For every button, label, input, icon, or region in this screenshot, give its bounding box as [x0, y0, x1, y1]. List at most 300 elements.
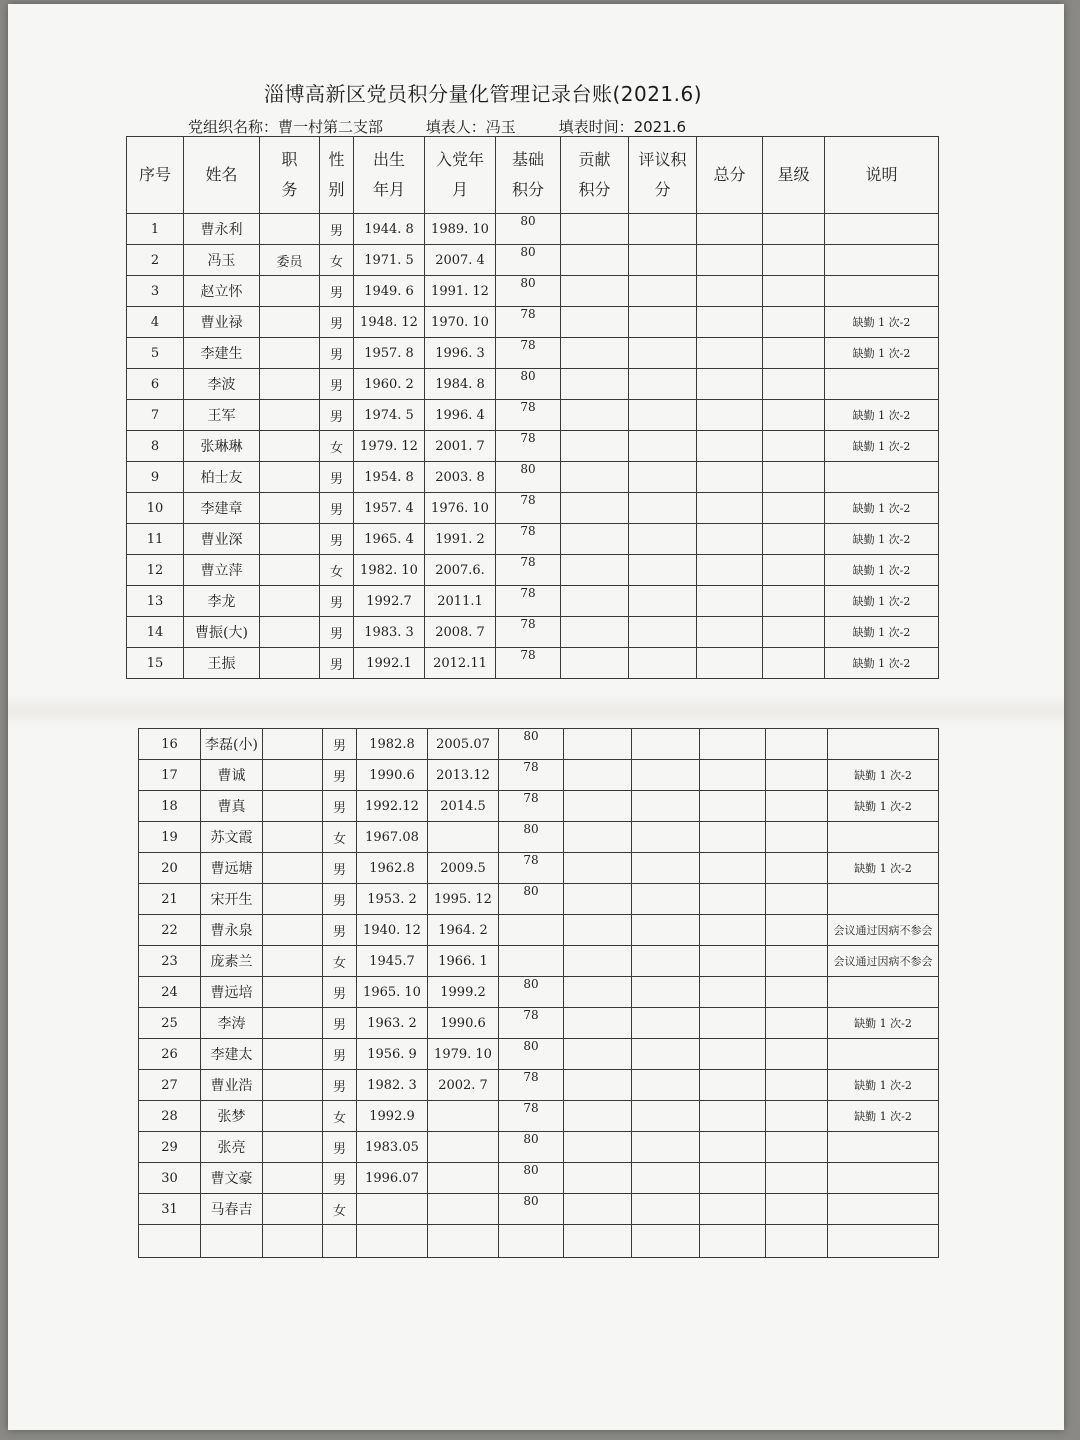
cell-seq: 1: [127, 214, 184, 245]
cell-join-date: 1996. 4: [425, 400, 496, 431]
cell-role: [263, 1194, 323, 1225]
cell-gender: 男: [320, 524, 354, 555]
base-score-value: 78: [523, 1101, 539, 1115]
cell-join-date: 2013.12: [428, 760, 499, 791]
cell-gender: 男: [320, 369, 354, 400]
cell-star: [766, 977, 828, 1008]
cell-total: [700, 884, 766, 915]
cell-note: [825, 245, 939, 276]
cell-review-score: [629, 245, 697, 276]
cell-contribution-score: [561, 431, 629, 462]
cell-name: 曹永泉: [201, 915, 263, 946]
cell-gender: 女: [320, 245, 354, 276]
cell-base-score: [499, 760, 564, 791]
cell-total: [700, 760, 766, 791]
cell-seq: 2: [127, 245, 184, 276]
cell-review-score: [629, 586, 697, 617]
cell-name: 曹文豪: [201, 1163, 263, 1194]
cell-review-score: [632, 760, 700, 791]
cell-name: 苏文霞: [201, 822, 263, 853]
cell-join-date: 2012.11: [425, 648, 496, 679]
table-row: [139, 915, 939, 946]
cell-review-score: [632, 1070, 700, 1101]
cell-gender: 男: [323, 1163, 357, 1194]
cell-seq: 19: [139, 822, 201, 853]
cell-review-score: [629, 524, 697, 555]
cell-total: [697, 214, 763, 245]
blank-cell: [201, 1225, 263, 1258]
cell-contribution-score: [564, 729, 632, 760]
cell-base-score: [496, 617, 561, 648]
table-row: [127, 524, 939, 555]
cell-join-date: 2001. 7: [425, 431, 496, 462]
base-score-value: 78: [520, 555, 536, 569]
cell-star: [766, 1039, 828, 1070]
cell-base-score: [496, 524, 561, 555]
cell-role: [260, 648, 320, 679]
cell-base-score: [496, 307, 561, 338]
table-row: [139, 1008, 939, 1039]
cell-name: 曹真: [201, 791, 263, 822]
blank-cell: [499, 1225, 564, 1258]
cell-note: [825, 276, 939, 307]
cell-review-score: [632, 853, 700, 884]
cell-join-date: 2002. 7: [428, 1070, 499, 1101]
cell-birth: 1965. 4: [354, 524, 425, 555]
cell-note: [828, 1039, 939, 1070]
cell-total: [700, 946, 766, 977]
cell-name: 曹立萍: [184, 555, 260, 586]
cell-role: [263, 915, 323, 946]
base-score-value: 78: [523, 853, 539, 867]
table-row: [139, 729, 939, 760]
meta-line: [188, 116, 724, 137]
cell-star: [763, 493, 825, 524]
cell-gender: 男: [320, 648, 354, 679]
header-seq: 序号: [127, 137, 184, 214]
fill-date: 填表时间：2021.6: [558, 118, 687, 136]
cell-birth: 1965. 10: [357, 977, 428, 1008]
cell-join-date: 2011.1: [425, 586, 496, 617]
cell-name: 李磊(小): [201, 729, 263, 760]
ledger-table-bottom: [138, 728, 939, 1258]
base-score-value: 80: [523, 1039, 539, 1053]
blank-cell: [428, 1225, 499, 1258]
cell-note: [828, 729, 939, 760]
header-role: 职 务: [260, 137, 320, 214]
cell-total: [697, 369, 763, 400]
cell-gender: 男: [320, 338, 354, 369]
cell-role: [263, 1163, 323, 1194]
base-score-value: 80: [523, 884, 539, 898]
cell-base-score: [499, 1194, 564, 1225]
cell-base-score: [496, 245, 561, 276]
paper-fold: [8, 694, 1064, 728]
cell-role: [260, 307, 320, 338]
cell-seq: 15: [127, 648, 184, 679]
cell-birth: 1960. 2: [354, 369, 425, 400]
cell-base-score: [499, 884, 564, 915]
cell-contribution-score: [564, 1101, 632, 1132]
cell-review-score: [632, 1008, 700, 1039]
cell-star: [763, 369, 825, 400]
cell-review-score: [629, 462, 697, 493]
cell-total: [700, 1008, 766, 1039]
cell-seq: 5: [127, 338, 184, 369]
blank-cell: [632, 1225, 700, 1258]
cell-seq: 4: [127, 307, 184, 338]
table-row: [127, 307, 939, 338]
cell-review-score: [629, 431, 697, 462]
cell-name: 曹业浩: [201, 1070, 263, 1101]
cell-name: 李涛: [201, 1008, 263, 1039]
cell-base-score: [499, 822, 564, 853]
table-row-blank: [139, 1225, 939, 1258]
cell-seq: 24: [139, 977, 201, 1008]
header-join: 入党年 月: [425, 137, 496, 214]
cell-contribution-score: [564, 791, 632, 822]
cell-base-score: [496, 214, 561, 245]
cell-note: 缺勤 1 次-2: [825, 493, 939, 524]
cell-role: [260, 555, 320, 586]
cell-contribution-score: [564, 946, 632, 977]
cell-note: [828, 822, 939, 853]
cell-note: 缺勤 1 次-2: [825, 400, 939, 431]
table-row: [139, 822, 939, 853]
cell-review-score: [632, 946, 700, 977]
cell-total: [700, 977, 766, 1008]
table-row: [139, 1132, 939, 1163]
cell-seq: 22: [139, 915, 201, 946]
cell-gender: 女: [323, 1194, 357, 1225]
cell-birth: 1982.8: [357, 729, 428, 760]
table-row: [139, 1101, 939, 1132]
cell-total: [700, 791, 766, 822]
cell-base-score: [499, 1070, 564, 1101]
cell-base-score: [496, 586, 561, 617]
cell-star: [766, 915, 828, 946]
base-score-value: 80: [520, 276, 536, 290]
base-score-value: 80: [523, 1194, 539, 1208]
cell-join-date: 1970. 10: [425, 307, 496, 338]
table-row: [139, 791, 939, 822]
cell-gender: 女: [323, 946, 357, 977]
cell-gender: 男: [323, 884, 357, 915]
cell-birth: 1948. 12: [354, 307, 425, 338]
table-row: [139, 1070, 939, 1101]
cell-gender: 男: [323, 853, 357, 884]
cell-name: 李波: [184, 369, 260, 400]
cell-join-date: [428, 1101, 499, 1132]
cell-star: [763, 586, 825, 617]
base-score-value: 78: [520, 307, 536, 321]
cell-review-score: [632, 1194, 700, 1225]
cell-role: [263, 884, 323, 915]
cell-note: 缺勤 1 次-2: [825, 524, 939, 555]
table-row: [127, 245, 939, 276]
blank-cell: [357, 1225, 428, 1258]
cell-seq: 27: [139, 1070, 201, 1101]
blank-cell: [828, 1225, 939, 1258]
cell-base-score: [499, 946, 564, 977]
cell-gender: 男: [323, 977, 357, 1008]
cell-review-score: [632, 884, 700, 915]
cell-name: 张琳琳: [184, 431, 260, 462]
cell-base-score: [499, 1132, 564, 1163]
cell-total: [697, 524, 763, 555]
cell-star: [766, 791, 828, 822]
cell-name: 李建生: [184, 338, 260, 369]
cell-note: 会议通过因病不参会: [828, 946, 939, 977]
cell-join-date: 1995. 12: [428, 884, 499, 915]
base-score-value: 78: [520, 338, 536, 352]
cell-star: [763, 648, 825, 679]
cell-birth: 1953. 2: [357, 884, 428, 915]
base-score-value: 78: [523, 791, 539, 805]
cell-gender: 男: [323, 1039, 357, 1070]
cell-birth: 1982. 3: [357, 1070, 428, 1101]
cell-review-score: [632, 1101, 700, 1132]
cell-star: [763, 617, 825, 648]
cell-seq: 20: [139, 853, 201, 884]
cell-gender: 女: [320, 555, 354, 586]
cell-review-score: [629, 400, 697, 431]
base-score-value: 80: [523, 822, 539, 836]
blank-cell: [263, 1225, 323, 1258]
table-row: [127, 431, 939, 462]
cell-total: [697, 617, 763, 648]
cell-note: 缺勤 1 次-2: [825, 338, 939, 369]
header-total: 总分: [697, 137, 763, 214]
header-gender: 性 别: [320, 137, 354, 214]
cell-contribution-score: [564, 1008, 632, 1039]
table-row: [127, 555, 939, 586]
cell-birth: 1962.8: [357, 853, 428, 884]
cell-note: 缺勤 1 次-2: [825, 648, 939, 679]
cell-star: [766, 1132, 828, 1163]
cell-contribution-score: [561, 648, 629, 679]
cell-note: [828, 1163, 939, 1194]
cell-name: 曹诚: [201, 760, 263, 791]
cell-gender: 男: [323, 760, 357, 791]
table-row: [139, 760, 939, 791]
cell-base-score: [499, 791, 564, 822]
cell-contribution-score: [561, 214, 629, 245]
cell-review-score: [632, 977, 700, 1008]
cell-base-score: [496, 493, 561, 524]
cell-star: [763, 400, 825, 431]
cell-seq: 21: [139, 884, 201, 915]
base-score-value: 80: [520, 214, 536, 228]
cell-star: [766, 1008, 828, 1039]
cell-gender: 男: [320, 214, 354, 245]
cell-total: [697, 493, 763, 524]
table-row: [139, 1039, 939, 1070]
cell-name: 王军: [184, 400, 260, 431]
cell-contribution-score: [564, 1070, 632, 1101]
cell-role: 委员: [260, 245, 320, 276]
cell-contribution-score: [561, 245, 629, 276]
cell-gender: 女: [320, 431, 354, 462]
table-row: [127, 648, 939, 679]
cell-gender: 男: [323, 1070, 357, 1101]
cell-review-score: [629, 276, 697, 307]
table-row: [127, 276, 939, 307]
base-score-value: 78: [520, 400, 536, 414]
cell-contribution-score: [561, 586, 629, 617]
cell-note: 缺勤 1 次-2: [825, 307, 939, 338]
cell-name: 曹远塘: [201, 853, 263, 884]
cell-star: [763, 462, 825, 493]
cell-contribution-score: [561, 400, 629, 431]
cell-name: 曹振(大): [184, 617, 260, 648]
table-row: [127, 462, 939, 493]
table-row: [127, 493, 939, 524]
cell-total: [697, 431, 763, 462]
cell-role: [263, 729, 323, 760]
header-review-score: 评议积 分: [629, 137, 697, 214]
cell-review-score: [632, 729, 700, 760]
cell-role: [263, 1039, 323, 1070]
cell-star: [766, 1070, 828, 1101]
blank-cell: [766, 1225, 828, 1258]
cell-birth: 1992.7: [354, 586, 425, 617]
cell-base-score: [499, 729, 564, 760]
blank-cell: [139, 1225, 201, 1258]
cell-name: 张亮: [201, 1132, 263, 1163]
cell-role: [260, 369, 320, 400]
cell-birth: 1990.6: [357, 760, 428, 791]
cell-contribution-score: [561, 369, 629, 400]
cell-name: 王振: [184, 648, 260, 679]
cell-star: [766, 1194, 828, 1225]
cell-seq: 16: [139, 729, 201, 760]
cell-total: [700, 1163, 766, 1194]
cell-seq: 31: [139, 1194, 201, 1225]
cell-gender: 男: [320, 493, 354, 524]
cell-role: [260, 400, 320, 431]
cell-role: [263, 1070, 323, 1101]
cell-note: [828, 884, 939, 915]
cell-gender: 男: [323, 791, 357, 822]
cell-birth: 1949. 6: [354, 276, 425, 307]
cell-star: [766, 946, 828, 977]
cell-total: [700, 1039, 766, 1070]
cell-base-score: [496, 555, 561, 586]
cell-gender: 女: [323, 822, 357, 853]
cell-contribution-score: [564, 822, 632, 853]
header-note: 说明: [825, 137, 939, 214]
cell-role: [263, 946, 323, 977]
cell-base-score: [499, 977, 564, 1008]
header-row: [127, 137, 939, 214]
cell-review-score: [632, 1039, 700, 1070]
header-name: 姓名: [184, 137, 260, 214]
cell-birth: [357, 1194, 428, 1225]
cell-total: [700, 853, 766, 884]
document-title: 淄博高新区党员积分量化管理记录台账(2021.6): [263, 82, 703, 106]
cell-birth: 1983. 3: [354, 617, 425, 648]
table-row: [139, 1163, 939, 1194]
cell-total: [697, 462, 763, 493]
cell-total: [697, 555, 763, 586]
cell-role: [260, 431, 320, 462]
cell-seq: 14: [127, 617, 184, 648]
cell-gender: 男: [320, 307, 354, 338]
cell-join-date: [428, 1132, 499, 1163]
cell-star: [766, 760, 828, 791]
base-score-value: 78: [523, 760, 539, 774]
cell-gender: 女: [323, 1101, 357, 1132]
cell-star: [766, 884, 828, 915]
ledger-table-top: [126, 136, 939, 679]
base-score-value: 80: [523, 1163, 539, 1177]
cell-role: [263, 977, 323, 1008]
cell-join-date: 1984. 8: [425, 369, 496, 400]
cell-contribution-score: [561, 493, 629, 524]
cell-contribution-score: [564, 1039, 632, 1070]
cell-note: 缺勤 1 次-2: [828, 853, 939, 884]
blank-cell: [700, 1225, 766, 1258]
cell-review-score: [629, 214, 697, 245]
cell-join-date: 1964. 2: [428, 915, 499, 946]
cell-total: [697, 586, 763, 617]
cell-review-score: [629, 493, 697, 524]
cell-contribution-score: [561, 462, 629, 493]
cell-gender: 男: [320, 276, 354, 307]
cell-join-date: [428, 822, 499, 853]
cell-name: 赵立怀: [184, 276, 260, 307]
cell-join-date: 2009.5: [428, 853, 499, 884]
cell-join-date: [428, 1194, 499, 1225]
cell-role: [260, 462, 320, 493]
cell-seq: 17: [139, 760, 201, 791]
cell-contribution-score: [564, 1194, 632, 1225]
cell-note: 缺勤 1 次-2: [825, 555, 939, 586]
cell-seq: 18: [139, 791, 201, 822]
cell-review-score: [629, 369, 697, 400]
cell-role: [263, 760, 323, 791]
cell-star: [766, 729, 828, 760]
cell-total: [697, 400, 763, 431]
header-base-score: 基础 积分: [496, 137, 561, 214]
table-row: [139, 853, 939, 884]
cell-birth: 1967.08: [357, 822, 428, 853]
table-row: [139, 1194, 939, 1225]
filler-name: 填表人：冯玉: [425, 118, 516, 136]
cell-name: 庞素兰: [201, 946, 263, 977]
cell-seq: 12: [127, 555, 184, 586]
org-name: 党组织名称：曹一村第二支部: [188, 118, 384, 136]
cell-seq: 26: [139, 1039, 201, 1070]
cell-gender: 男: [320, 462, 354, 493]
cell-join-date: 1996. 3: [425, 338, 496, 369]
cell-name: 曹永利: [184, 214, 260, 245]
table-row: [127, 338, 939, 369]
cell-gender: 男: [323, 915, 357, 946]
cell-contribution-score: [561, 617, 629, 648]
cell-contribution-score: [564, 760, 632, 791]
cell-total: [700, 915, 766, 946]
cell-review-score: [632, 1163, 700, 1194]
cell-join-date: 2005.07: [428, 729, 499, 760]
cell-note: 缺勤 1 次-2: [828, 760, 939, 791]
cell-total: [697, 338, 763, 369]
table-row: [127, 586, 939, 617]
cell-birth: 1974. 5: [354, 400, 425, 431]
cell-join-date: 2008. 7: [425, 617, 496, 648]
base-score-value: 80: [523, 729, 539, 743]
